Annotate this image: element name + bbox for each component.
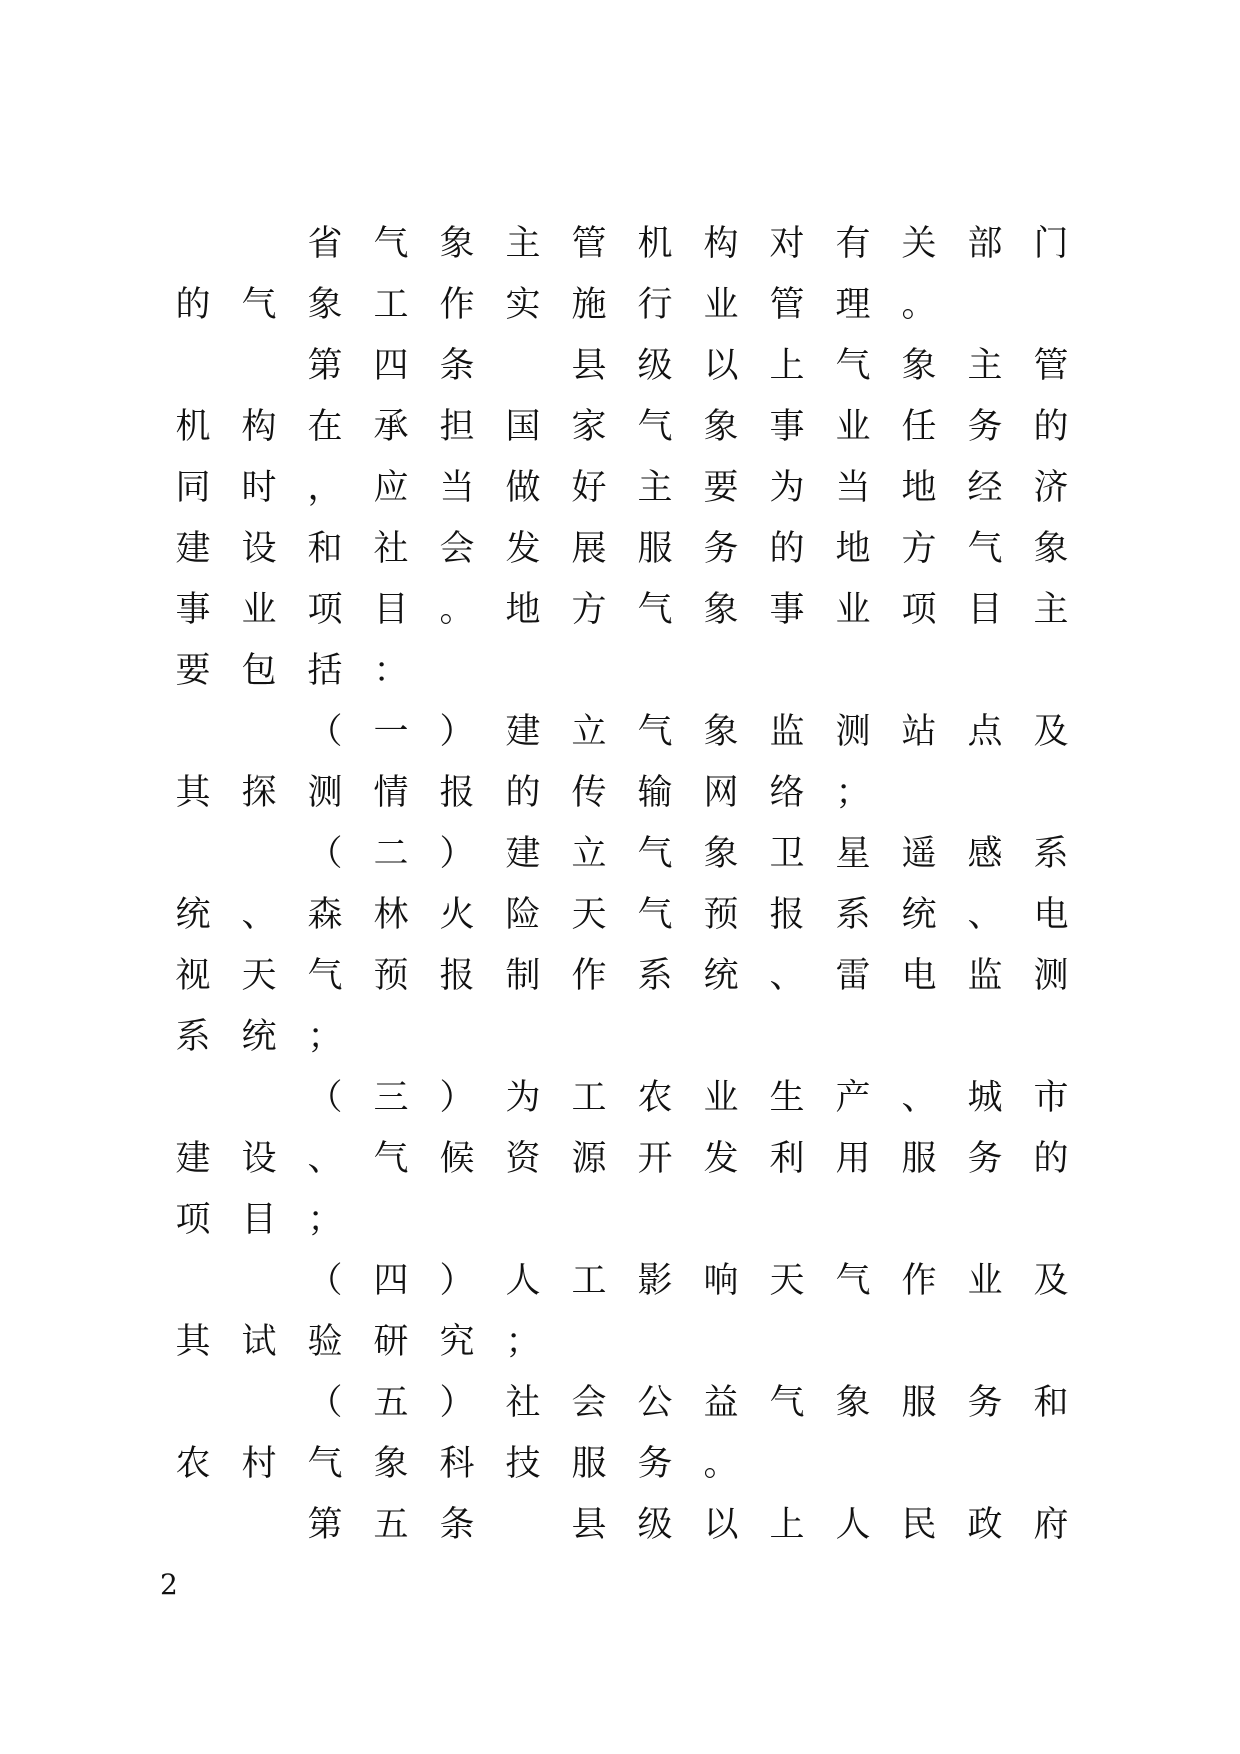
text-character: 项	[901, 590, 937, 630]
text-character: 遥	[901, 834, 937, 874]
text-character: 建	[505, 712, 541, 752]
text-character: 机	[175, 407, 211, 447]
text-character: 雷	[835, 956, 871, 996]
text-character: 气	[637, 407, 673, 447]
text-character	[490, 336, 556, 397]
text-character: 象	[373, 1444, 409, 1484]
text-line	[160, 214, 1069, 275]
text-character: 任	[901, 407, 937, 447]
text-character: 象	[901, 346, 937, 386]
text-character: 四	[373, 346, 409, 386]
text-character: 务	[967, 1383, 1003, 1423]
text-character: 业	[835, 407, 871, 447]
text-character: （	[307, 1078, 343, 1118]
text-line	[160, 1434, 1060, 1495]
text-character: 气	[373, 1139, 409, 1179]
text-line	[160, 1190, 1060, 1251]
text-character: 对	[769, 224, 805, 264]
text-character: 。	[901, 285, 937, 325]
text-character: 发	[703, 1139, 739, 1179]
text-character: 气	[307, 956, 343, 996]
text-character: 务	[967, 407, 1003, 447]
text-character: 服	[571, 1444, 607, 1484]
text-character: 发	[505, 529, 541, 569]
text-character: 预	[373, 956, 409, 996]
text-character: 做	[505, 468, 541, 508]
text-character: 象	[835, 1383, 871, 1423]
text-character: 主	[967, 346, 1003, 386]
text-character: 验	[307, 1322, 343, 1362]
text-character: 济	[1033, 468, 1069, 508]
text-character: 气	[967, 529, 1003, 569]
text-character: 五	[373, 1505, 409, 1545]
text-line	[160, 1068, 1069, 1129]
text-character: 人	[505, 1261, 541, 1301]
text-line	[160, 1312, 1060, 1373]
text-character: 感	[967, 834, 1003, 874]
text-character: 方	[571, 590, 607, 630]
text-character: ；	[835, 773, 871, 813]
text-character: 电	[901, 956, 937, 996]
text-character: 网	[703, 773, 739, 813]
text-character: ：	[373, 651, 409, 691]
text-character: 建	[175, 529, 211, 569]
text-character: 测	[835, 712, 871, 752]
text-character: 报	[769, 895, 805, 935]
text-character: 资	[505, 1139, 541, 1179]
text-character: 试	[241, 1322, 277, 1362]
text-character: 。	[439, 590, 475, 630]
text-character: 气	[307, 1444, 343, 1484]
text-character: 及	[1033, 1261, 1069, 1301]
text-character: 服	[637, 529, 673, 569]
text-character: 民	[901, 1505, 937, 1545]
text-character: 三	[373, 1078, 409, 1118]
text-character: 生	[769, 1078, 805, 1118]
text-character: ）	[439, 834, 475, 874]
text-character: 设	[241, 529, 277, 569]
text-line	[160, 275, 1060, 336]
text-character: 象	[703, 407, 739, 447]
text-character: 经	[967, 468, 1003, 508]
text-character: 项	[175, 1200, 211, 1240]
text-character: 统	[901, 895, 937, 935]
text-character: 村	[241, 1444, 277, 1484]
text-character: 、	[769, 956, 805, 996]
text-character: 农	[175, 1444, 211, 1484]
text-character: 视	[175, 956, 211, 996]
text-character: 象	[307, 285, 343, 325]
text-character: 、	[901, 1078, 937, 1118]
text-character: 、	[307, 1139, 343, 1179]
text-character: 方	[901, 529, 937, 569]
page-number: 2	[160, 1568, 178, 1601]
text-character: 同	[175, 468, 211, 508]
text-character: ；	[505, 1322, 541, 1362]
text-character: 级	[637, 1505, 673, 1545]
text-character: 城	[967, 1078, 1003, 1118]
text-character: 益	[703, 1383, 739, 1423]
text-character: 源	[571, 1139, 607, 1179]
text-character: 事	[769, 407, 805, 447]
text-line	[160, 885, 1069, 946]
text-character: ；	[307, 1017, 343, 1057]
text-character: 业	[241, 590, 277, 630]
text-character: 气	[835, 346, 871, 386]
text-character: 火	[439, 895, 475, 935]
text-character: 省	[307, 224, 343, 264]
text-character: 气	[637, 590, 673, 630]
text-character: 第	[307, 346, 343, 386]
text-character: （	[307, 1383, 343, 1423]
text-character: 目	[241, 1200, 277, 1240]
text-character: 担	[439, 407, 475, 447]
text-character: 五	[373, 1383, 409, 1423]
text-character: 应	[373, 468, 409, 508]
text-character: 管	[769, 285, 805, 325]
text-character: 主	[1033, 590, 1069, 630]
text-character: 时	[241, 468, 277, 508]
text-character: 家	[571, 407, 607, 447]
text-character: ；	[307, 1200, 343, 1240]
text-character: 主	[637, 468, 673, 508]
text-character: 系	[175, 1017, 211, 1057]
text-character: 管	[571, 224, 607, 264]
text-character: 情	[373, 773, 409, 813]
text-character: 四	[373, 1261, 409, 1301]
text-character: 在	[307, 407, 343, 447]
text-character: 系	[835, 895, 871, 935]
text-character: 气	[241, 285, 277, 325]
text-line	[160, 1373, 1069, 1434]
text-character: 要	[175, 651, 211, 691]
text-character: 级	[637, 346, 673, 386]
text-character: 国	[505, 407, 541, 447]
text-character: 林	[373, 895, 409, 935]
text-character: 卫	[769, 834, 805, 874]
text-character: 象	[703, 834, 739, 874]
text-character: 府	[1033, 1505, 1069, 1545]
text-character: 二	[373, 834, 409, 874]
text-line	[160, 1495, 1069, 1556]
text-character: 作	[439, 285, 475, 325]
text-character: 其	[175, 1322, 211, 1362]
text-character: 服	[901, 1139, 937, 1179]
text-line	[160, 458, 1069, 519]
text-character: 产	[835, 1078, 871, 1118]
text-character: 候	[439, 1139, 475, 1179]
text-character: 公	[637, 1383, 673, 1423]
text-character: 系	[1033, 834, 1069, 874]
text-character: 工	[571, 1261, 607, 1301]
text-character: 点	[967, 712, 1003, 752]
text-character: 和	[307, 529, 343, 569]
text-character: 气	[769, 1383, 805, 1423]
text-character: 以	[703, 1505, 739, 1545]
text-character: 事	[175, 590, 211, 630]
text-line	[160, 641, 1060, 702]
text-character: 业	[703, 285, 739, 325]
text-character: 业	[835, 590, 871, 630]
text-character: 站	[901, 712, 937, 752]
text-character: 事	[769, 590, 805, 630]
text-character: 。	[703, 1444, 739, 1484]
text-character: 好	[571, 468, 607, 508]
text-character: 政	[967, 1505, 1003, 1545]
text-character: 统	[175, 895, 211, 935]
text-character: 的	[769, 529, 805, 569]
text-character: 的	[1033, 1139, 1069, 1179]
text-character: 用	[835, 1139, 871, 1179]
text-character: （	[307, 712, 343, 752]
text-character: 管	[1033, 346, 1069, 386]
text-character: 电	[1033, 895, 1069, 935]
text-character: 技	[505, 1444, 541, 1484]
text-character: 络	[769, 773, 805, 813]
text-character: 构	[241, 407, 277, 447]
text-character: 展	[571, 529, 607, 569]
text-character: 农	[637, 1078, 673, 1118]
text-character: 其	[175, 773, 211, 813]
text-line	[160, 946, 1069, 1007]
text-character: 务	[637, 1444, 673, 1484]
text-character: 的	[505, 773, 541, 813]
text-character: 设	[241, 1139, 277, 1179]
text-character: 县	[571, 346, 607, 386]
text-character: 目	[967, 590, 1003, 630]
text-character	[490, 1495, 556, 1556]
text-character: 条	[439, 1505, 475, 1545]
text-character: 统	[703, 956, 739, 996]
text-line	[160, 336, 1069, 397]
text-character: 系	[637, 956, 673, 996]
text-character: 承	[373, 407, 409, 447]
text-character: 为	[769, 468, 805, 508]
text-character: （	[307, 1261, 343, 1301]
text-character: 监	[967, 956, 1003, 996]
text-character: 和	[1033, 1383, 1069, 1423]
text-character: 气	[835, 1261, 871, 1301]
text-character: 天	[769, 1261, 805, 1301]
text-line	[160, 1007, 1060, 1068]
text-character: 地	[901, 468, 937, 508]
text-character: 条	[439, 346, 475, 386]
text-character: ）	[439, 1261, 475, 1301]
text-character: 施	[571, 285, 607, 325]
text-character: 目	[373, 590, 409, 630]
text-character: 服	[901, 1383, 937, 1423]
text-character: （	[307, 834, 343, 874]
text-character: 立	[571, 712, 607, 752]
text-character: 立	[571, 834, 607, 874]
text-line	[160, 397, 1069, 458]
text-character: 究	[439, 1322, 475, 1362]
text-character: 理	[835, 285, 871, 325]
text-character: 上	[769, 1505, 805, 1545]
text-character: 地	[505, 590, 541, 630]
text-character: 、	[967, 895, 1003, 935]
text-character: 以	[703, 346, 739, 386]
text-character: 气	[637, 712, 673, 752]
text-character: 响	[703, 1261, 739, 1301]
text-character: 地	[835, 529, 871, 569]
body-text	[160, 214, 1069, 1556]
text-character: 工	[571, 1078, 607, 1118]
text-character: 输	[637, 773, 673, 813]
text-character: 务	[967, 1139, 1003, 1179]
text-character: 作	[571, 956, 607, 996]
text-character: 、	[241, 895, 277, 935]
text-character: 市	[1033, 1078, 1069, 1118]
text-character: 影	[637, 1261, 673, 1301]
text-character: 象	[703, 712, 739, 752]
text-character: 及	[1033, 712, 1069, 752]
text-character: 报	[439, 956, 475, 996]
text-character: 县	[571, 1505, 607, 1545]
text-character: 的	[1033, 407, 1069, 447]
text-character: 建	[505, 834, 541, 874]
text-character: 当	[439, 468, 475, 508]
text-character: 探	[241, 773, 277, 813]
text-character: 统	[241, 1017, 277, 1057]
text-character: 利	[769, 1139, 805, 1179]
text-character: 社	[505, 1383, 541, 1423]
text-character: 上	[769, 346, 805, 386]
text-character: 象	[439, 224, 475, 264]
text-line	[160, 1129, 1069, 1190]
text-character: 开	[637, 1139, 673, 1179]
text-character: 报	[439, 773, 475, 813]
text-character: 构	[703, 224, 739, 264]
text-character: 业	[703, 1078, 739, 1118]
text-character: 主	[505, 224, 541, 264]
text-character: 一	[373, 712, 409, 752]
text-character: 气	[637, 834, 673, 874]
text-character: 建	[175, 1139, 211, 1179]
text-character: 险	[505, 895, 541, 935]
text-character: 象	[1033, 529, 1069, 569]
text-character: 门	[1033, 224, 1069, 264]
text-character: ）	[439, 712, 475, 752]
text-character: ，	[307, 468, 343, 508]
text-line	[160, 702, 1069, 763]
text-character: 行	[637, 285, 673, 325]
text-character: 为	[505, 1078, 541, 1118]
text-character: 包	[241, 651, 277, 691]
text-character: ）	[439, 1383, 475, 1423]
text-character: 会	[439, 529, 475, 569]
text-character: 务	[703, 529, 739, 569]
text-character: 森	[307, 895, 343, 935]
text-character: 天	[241, 956, 277, 996]
text-character: 测	[1033, 956, 1069, 996]
text-line	[160, 519, 1069, 580]
text-character: 括	[307, 651, 343, 691]
text-character: 预	[703, 895, 739, 935]
text-character: 气	[637, 895, 673, 935]
text-line	[160, 1251, 1069, 1312]
text-character: 研	[373, 1322, 409, 1362]
text-character: 会	[571, 1383, 607, 1423]
text-character: 工	[373, 285, 409, 325]
text-character: 科	[439, 1444, 475, 1484]
text-character: 项	[307, 590, 343, 630]
text-character: 监	[769, 712, 805, 752]
text-character: 测	[307, 773, 343, 813]
text-line	[160, 824, 1069, 885]
text-character: 实	[505, 285, 541, 325]
text-character: 要	[703, 468, 739, 508]
text-line	[160, 763, 1060, 824]
text-character: ）	[439, 1078, 475, 1118]
text-line	[160, 580, 1069, 641]
text-character: 天	[571, 895, 607, 935]
text-character: 第	[307, 1505, 343, 1545]
text-character: 象	[703, 590, 739, 630]
text-character: 传	[571, 773, 607, 813]
text-character: 的	[175, 285, 211, 325]
text-character: 人	[835, 1505, 871, 1545]
text-character: 当	[835, 468, 871, 508]
text-character: 星	[835, 834, 871, 874]
text-character: 机	[637, 224, 673, 264]
text-character: 关	[901, 224, 937, 264]
text-character: 气	[373, 224, 409, 264]
text-character: 社	[373, 529, 409, 569]
text-character: 部	[967, 224, 1003, 264]
text-character: 制	[505, 956, 541, 996]
text-character: 作	[901, 1261, 937, 1301]
text-character: 业	[967, 1261, 1003, 1301]
text-character: 有	[835, 224, 871, 264]
